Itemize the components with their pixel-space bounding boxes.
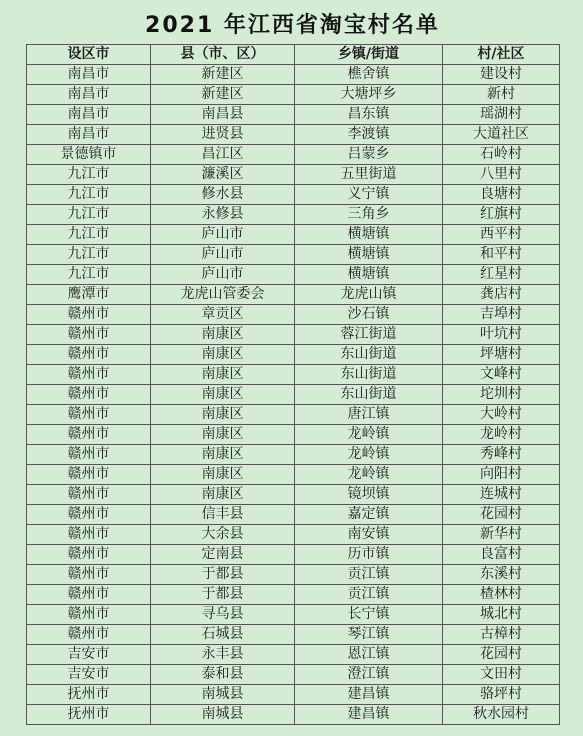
table-row (27, 505, 560, 525)
cell-town: 贡江镇 (295, 565, 443, 585)
cell-city: 抚州市 (27, 705, 151, 725)
cell-city: 南昌市 (27, 85, 151, 105)
cell-city: 赣州市 (27, 445, 151, 465)
table-row (27, 305, 560, 325)
cell-village: 秀峰村 (443, 445, 560, 465)
cell-city: 赣州市 (27, 305, 151, 325)
table-row (27, 585, 560, 605)
cell-village: 文田村 (443, 665, 560, 685)
table-row (27, 625, 560, 645)
cell-village: 古樟村 (443, 625, 560, 645)
table-row (27, 145, 560, 165)
cell-town: 建昌镇 (295, 685, 443, 705)
cell-town: 龙岭镇 (295, 445, 443, 465)
cell-city: 南昌市 (27, 125, 151, 145)
cell-city: 赣州市 (27, 385, 151, 405)
table-row (27, 105, 560, 125)
table-row (27, 605, 560, 625)
cell-town: 横塘镇 (295, 265, 443, 285)
cell-village: 良富村 (443, 545, 560, 565)
cell-city: 赣州市 (27, 625, 151, 645)
cell-city: 赣州市 (27, 525, 151, 545)
header-town: 乡镇/街道 (295, 45, 443, 65)
cell-village: 城北村 (443, 605, 560, 625)
table-header-row (27, 45, 560, 65)
cell-town: 嘉定镇 (295, 505, 443, 525)
table-row (27, 565, 560, 585)
cell-city: 赣州市 (27, 585, 151, 605)
table-row (27, 85, 560, 105)
table-row (27, 205, 560, 225)
cell-county: 南城县 (151, 685, 295, 705)
cell-village: 大岭村 (443, 405, 560, 425)
cell-county: 于都县 (151, 565, 295, 585)
cell-county: 寻乌县 (151, 605, 295, 625)
village-table (26, 44, 560, 725)
cell-county: 南康区 (151, 465, 295, 485)
table-row (27, 125, 560, 145)
cell-county: 信丰县 (151, 505, 295, 525)
cell-county: 南康区 (151, 345, 295, 365)
table-row (27, 465, 560, 485)
cell-town: 镜坝镇 (295, 485, 443, 505)
cell-town: 贡江镇 (295, 585, 443, 605)
cell-town: 南安镇 (295, 525, 443, 545)
cell-city: 南昌市 (27, 65, 151, 85)
cell-city: 赣州市 (27, 465, 151, 485)
cell-town: 历市镇 (295, 545, 443, 565)
cell-town: 大塘坪乡 (295, 85, 443, 105)
cell-county: 大余县 (151, 525, 295, 545)
cell-town: 东山街道 (295, 385, 443, 405)
cell-city: 景德镇市 (27, 145, 151, 165)
table-row (27, 285, 560, 305)
cell-city: 九江市 (27, 185, 151, 205)
cell-village: 建设村 (443, 65, 560, 85)
cell-town: 琴江镇 (295, 625, 443, 645)
cell-village: 连城村 (443, 485, 560, 505)
cell-village: 瑶湖村 (443, 105, 560, 125)
table-body (27, 65, 560, 725)
cell-city: 赣州市 (27, 365, 151, 385)
cell-city: 鹰潭市 (27, 285, 151, 305)
cell-village: 龚店村 (443, 285, 560, 305)
table-row (27, 425, 560, 445)
cell-county: 永丰县 (151, 645, 295, 665)
cell-county: 南康区 (151, 325, 295, 345)
cell-town: 樵舍镇 (295, 65, 443, 85)
table-row (27, 265, 560, 285)
cell-county: 昌江区 (151, 145, 295, 165)
cell-county: 于都县 (151, 585, 295, 605)
cell-county: 章贡区 (151, 305, 295, 325)
cell-village: 八里村 (443, 165, 560, 185)
header-city: 设区市 (27, 45, 151, 65)
table-row (27, 345, 560, 365)
table-row (27, 165, 560, 185)
cell-city: 赣州市 (27, 325, 151, 345)
table-row (27, 225, 560, 245)
cell-city: 九江市 (27, 165, 151, 185)
cell-town: 澄江镇 (295, 665, 443, 685)
table-row (27, 65, 560, 85)
cell-city: 吉安市 (27, 665, 151, 685)
table-row (27, 685, 560, 705)
cell-county: 新建区 (151, 85, 295, 105)
cell-city: 赣州市 (27, 405, 151, 425)
cell-village: 红旗村 (443, 205, 560, 225)
header-village: 村/社区 (443, 45, 560, 65)
cell-village: 西平村 (443, 225, 560, 245)
cell-county: 南康区 (151, 385, 295, 405)
cell-county: 新建区 (151, 65, 295, 85)
cell-town: 建昌镇 (295, 705, 443, 725)
cell-town: 李渡镇 (295, 125, 443, 145)
cell-town: 东山街道 (295, 365, 443, 385)
cell-village: 叶坑村 (443, 325, 560, 345)
cell-town: 唐江镇 (295, 405, 443, 425)
cell-city: 赣州市 (27, 485, 151, 505)
cell-town: 昌东镇 (295, 105, 443, 125)
cell-county: 庐山市 (151, 225, 295, 245)
table-row (27, 385, 560, 405)
cell-county: 南康区 (151, 445, 295, 465)
table-row (27, 545, 560, 565)
table-row (27, 185, 560, 205)
cell-city: 赣州市 (27, 545, 151, 565)
cell-city: 赣州市 (27, 345, 151, 365)
cell-county: 永修县 (151, 205, 295, 225)
table-row (27, 405, 560, 425)
cell-town: 五里街道 (295, 165, 443, 185)
cell-city: 吉安市 (27, 645, 151, 665)
cell-village: 新村 (443, 85, 560, 105)
cell-village: 红星村 (443, 265, 560, 285)
cell-village: 楂林村 (443, 585, 560, 605)
cell-city: 赣州市 (27, 605, 151, 625)
cell-town: 龙虎山镇 (295, 285, 443, 305)
cell-town: 龙岭镇 (295, 425, 443, 445)
cell-town: 东山街道 (295, 345, 443, 365)
cell-village: 花园村 (443, 645, 560, 665)
cell-village: 向阳村 (443, 465, 560, 485)
cell-county: 石城县 (151, 625, 295, 645)
cell-city: 九江市 (27, 265, 151, 285)
cell-village: 花园村 (443, 505, 560, 525)
page-title: 2021 年江西省淘宝村名单 (145, 13, 440, 38)
cell-town: 沙石镇 (295, 305, 443, 325)
cell-city: 赣州市 (27, 565, 151, 585)
cell-city: 赣州市 (27, 425, 151, 445)
cell-county: 庐山市 (151, 265, 295, 285)
cell-village: 和平村 (443, 245, 560, 265)
cell-county: 进贤县 (151, 125, 295, 145)
cell-city: 九江市 (27, 205, 151, 225)
cell-county: 濂溪区 (151, 165, 295, 185)
cell-town: 义宁镇 (295, 185, 443, 205)
cell-village: 坨圳村 (443, 385, 560, 405)
cell-city: 抚州市 (27, 685, 151, 705)
table-row (27, 365, 560, 385)
cell-county: 南康区 (151, 425, 295, 445)
cell-county: 定南县 (151, 545, 295, 565)
cell-village: 骆坪村 (443, 685, 560, 705)
cell-county: 南昌县 (151, 105, 295, 125)
cell-village: 大道社区 (443, 125, 560, 145)
cell-county: 南康区 (151, 365, 295, 385)
cell-town: 横塘镇 (295, 245, 443, 265)
table-row (27, 325, 560, 345)
table-row (27, 525, 560, 545)
cell-town: 长宁镇 (295, 605, 443, 625)
cell-village: 龙岭村 (443, 425, 560, 445)
cell-county: 庐山市 (151, 245, 295, 265)
table-row (27, 645, 560, 665)
cell-county: 南康区 (151, 405, 295, 425)
cell-city: 九江市 (27, 245, 151, 265)
cell-county: 修水县 (151, 185, 295, 205)
cell-county: 龙虎山管委会 (151, 285, 295, 305)
cell-village: 坪塘村 (443, 345, 560, 365)
cell-town: 横塘镇 (295, 225, 443, 245)
table-row (27, 485, 560, 505)
cell-village: 吉埠村 (443, 305, 560, 325)
table-row (27, 705, 560, 725)
cell-village: 东溪村 (443, 565, 560, 585)
header-county: 县（市、区） (151, 45, 295, 65)
cell-city: 南昌市 (27, 105, 151, 125)
cell-village: 良塘村 (443, 185, 560, 205)
cell-county: 南康区 (151, 485, 295, 505)
table-row (27, 445, 560, 465)
table-row (27, 245, 560, 265)
cell-town: 蓉江街道 (295, 325, 443, 345)
cell-city: 九江市 (27, 225, 151, 245)
cell-village: 石岭村 (443, 145, 560, 165)
table-row (27, 665, 560, 685)
cell-county: 南城县 (151, 705, 295, 725)
cell-town: 恩江镇 (295, 645, 443, 665)
cell-city: 赣州市 (27, 505, 151, 525)
cell-town: 龙岭镇 (295, 465, 443, 485)
cell-town: 三角乡 (295, 205, 443, 225)
cell-village: 秋水园村 (443, 705, 560, 725)
cell-county: 泰和县 (151, 665, 295, 685)
cell-village: 新华村 (443, 525, 560, 545)
cell-town: 吕蒙乡 (295, 145, 443, 165)
cell-village: 文峰村 (443, 365, 560, 385)
